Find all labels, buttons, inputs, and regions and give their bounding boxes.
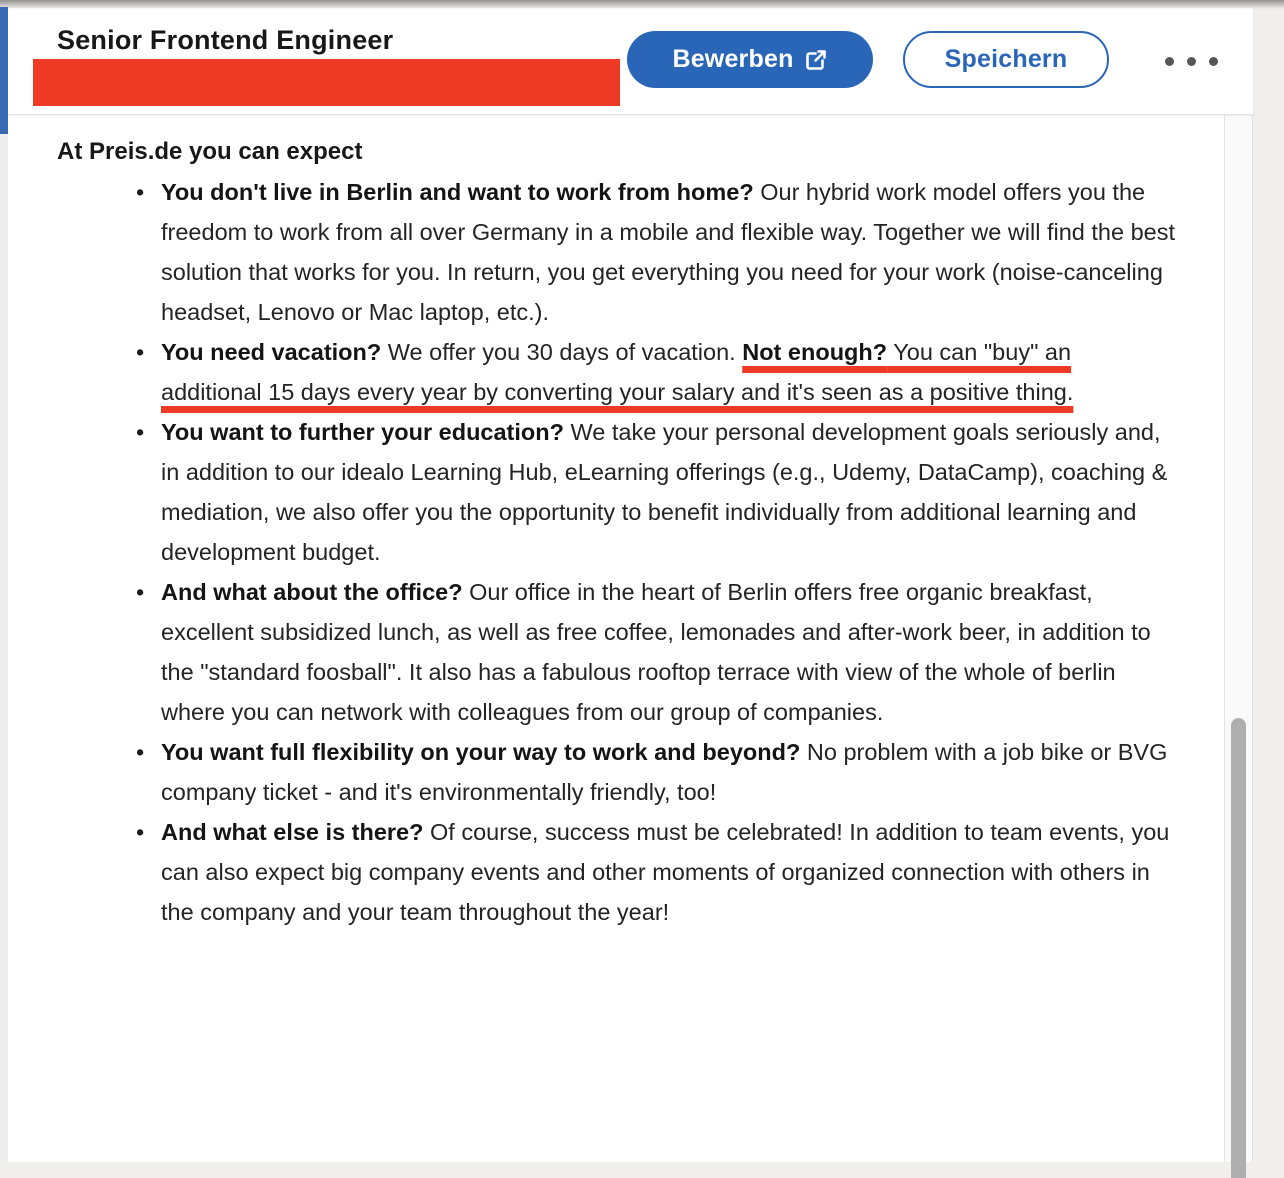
benefit-list-item	[161, 172, 1176, 332]
company-info-redaction	[33, 59, 620, 106]
benefit-list-item	[161, 412, 1176, 572]
more-options-button[interactable]	[1151, 44, 1231, 78]
bullet-text: We take your personal development goals seriously and, in addition to our idealo Learning Hub, eLearning offerings (e.g., Udemy, DataCamp), coaching & mediation, we also offer you the opportunity to benefit individually from additional learning and development budget.	[161, 419, 1168, 565]
section-heading: At Preis.de you can expect	[57, 138, 363, 165]
job-title: Senior Frontend Engineer	[57, 25, 394, 55]
scrollbar-thumb[interactable]	[1231, 718, 1246, 1178]
scrollbar-track[interactable]	[1224, 115, 1253, 1162]
bullet-lead-question: Not enough?	[742, 339, 888, 365]
overflow-menu-icon	[1209, 57, 1218, 66]
bullet-text: No problem with a job bike or BVG company ticket - and it's environmentally friendly, too!	[161, 739, 1168, 805]
bullet-lead-question: You don't live in Berlin and want to work from home?	[161, 179, 754, 205]
benefits-list	[8, 172, 1224, 932]
bullet-text: Our office in the heart of Berlin offers free organic breakfast, excellent subsidized lunch, as well as free coffee, lemonades and after-work beer, in addition to the "standard foosball". It also has a fabulous rooftop terrace with view of the whole of berlin where you can network with colleagues from our group of companies.	[161, 579, 1151, 725]
bullet-text: We offer you 30 days of vacation.	[381, 339, 743, 365]
bullet-lead-question: You want full flexibility on your way to work and beyond?	[161, 739, 801, 765]
overflow-menu-icon	[1165, 57, 1174, 66]
job-header-card	[8, 8, 1253, 115]
overflow-menu-icon	[1187, 57, 1196, 66]
benefit-list-item	[161, 732, 1176, 812]
save-button[interactable]	[903, 31, 1109, 88]
bullet-lead-question: You want to further your education?	[161, 419, 564, 445]
bullet-lead-question: And what else is there?	[161, 819, 424, 845]
benefit-list-item	[161, 332, 1176, 412]
bullet-text: Of course, success must be celebrated! In addition to team events, you can also expect big company events and other moments of organized connection with others in the company and your team throughout the year!	[161, 819, 1170, 925]
left-edge-rail	[0, 0, 8, 1162]
external-link-icon	[804, 48, 828, 72]
benefit-list-item	[161, 812, 1176, 932]
save-button-label: Speichern	[944, 45, 1068, 73]
top-shadow	[0, 0, 1284, 9]
bullet-text: You can "buy" an additional 15 days every year by converting your salary and it's seen as a positive thing.	[161, 339, 1074, 405]
apply-button-label: Bewerben	[672, 45, 794, 73]
job-description-panel	[8, 115, 1224, 1162]
bullet-lead-question: You need vacation?	[161, 339, 382, 365]
benefit-list-item	[161, 572, 1176, 732]
left-blue-accent-bar	[0, 7, 8, 134]
apply-button[interactable]	[627, 31, 873, 88]
bullet-lead-question: And what about the office?	[161, 579, 463, 605]
bullet-text: Our hybrid work model offers you the freedom to work from all over Germany in a mobile and flexible way. Together we will find the best solution that works for you. In return, you get everything you need for your work (noise-canceling headset, Lenovo or Mac laptop, etc.).	[161, 179, 1176, 325]
